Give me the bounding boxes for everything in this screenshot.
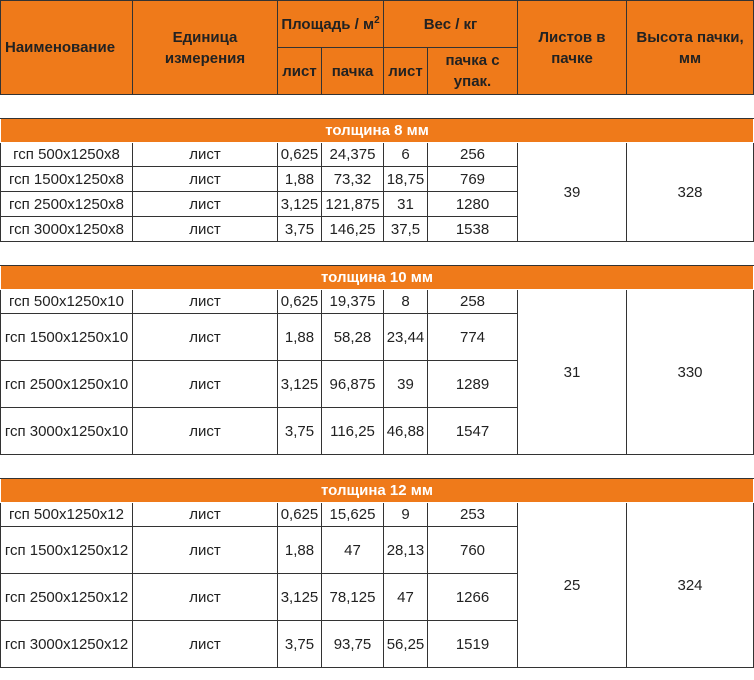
cell-unit: лист (133, 527, 278, 574)
cell-sheets-per-pack: 39 (518, 143, 627, 242)
cell-unit: лист (133, 574, 278, 621)
header-sheets-per-pack: Листов в пачке (518, 1, 627, 95)
cell-unit: лист (133, 503, 278, 527)
cell-weight-pack: 774 (428, 314, 518, 361)
header-name: Наименование (1, 1, 133, 95)
cell-area-sheet: 1,88 (278, 167, 322, 192)
cell-unit: лист (133, 408, 278, 455)
spacer-row (1, 95, 754, 119)
cell-name: гсп 2500x1250x12 (1, 574, 133, 621)
cell-area-pack: 146,25 (322, 217, 384, 242)
cell-name: гсп 2500x1250x10 (1, 361, 133, 408)
cell-area-sheet: 1,88 (278, 527, 322, 574)
cell-weight-pack: 1280 (428, 192, 518, 217)
cell-weight-pack: 253 (428, 503, 518, 527)
cell-weight-pack: 1538 (428, 217, 518, 242)
cell-area-pack: 24,375 (322, 143, 384, 167)
table-row (1, 503, 754, 527)
table-header (1, 1, 754, 95)
thickness-title: толщина 8 мм (1, 119, 754, 143)
cell-name: гсп 500x1250x8 (1, 143, 133, 167)
cell-area-sheet: 0,625 (278, 143, 322, 167)
header-weight-pack: пачка с упак. (428, 48, 518, 95)
cell-weight-pack: 1289 (428, 361, 518, 408)
cell-weight-sheet: 46,88 (384, 408, 428, 455)
header-weight-sheet: лист (384, 48, 428, 95)
cell-unit: лист (133, 361, 278, 408)
cell-sheets-per-pack: 31 (518, 290, 627, 455)
cell-area-pack: 116,25 (322, 408, 384, 455)
cell-area-sheet: 3,125 (278, 574, 322, 621)
table-body (1, 95, 754, 668)
cell-weight-pack: 1266 (428, 574, 518, 621)
header-pack-height: Высота пачки, мм (627, 1, 754, 95)
cell-unit: лист (133, 314, 278, 361)
cell-sheets-per-pack: 25 (518, 503, 627, 668)
table-row (1, 290, 754, 314)
header-unit: Единица измерения (133, 1, 278, 95)
spacer-cell (1, 242, 754, 266)
cell-weight-sheet: 8 (384, 290, 428, 314)
cell-area-pack: 96,875 (322, 361, 384, 408)
cell-area-pack: 73,32 (322, 167, 384, 192)
cell-area-sheet: 3,75 (278, 217, 322, 242)
cell-pack-height: 328 (627, 143, 754, 242)
cell-name: гсп 500x1250x12 (1, 503, 133, 527)
cell-name: гсп 1500x1250x10 (1, 314, 133, 361)
cell-weight-sheet: 28,13 (384, 527, 428, 574)
header-area-label: Площадь / м (281, 15, 375, 33)
cell-name: гсп 1500x1250x12 (1, 527, 133, 574)
cell-area-sheet: 1,88 (278, 314, 322, 361)
cell-unit: лист (133, 217, 278, 242)
cell-area-sheet: 0,625 (278, 503, 322, 527)
cell-unit: лист (133, 143, 278, 167)
thickness-title: толщина 12 мм (1, 479, 754, 503)
cell-weight-sheet: 18,75 (384, 167, 428, 192)
cell-area-sheet: 3,75 (278, 408, 322, 455)
cell-unit: лист (133, 290, 278, 314)
cell-area-pack: 15,625 (322, 503, 384, 527)
cell-pack-height: 330 (627, 290, 754, 455)
cell-weight-sheet: 56,25 (384, 621, 428, 668)
cell-weight-pack: 1547 (428, 408, 518, 455)
spacer-row (1, 455, 754, 479)
cell-weight-sheet: 37,5 (384, 217, 428, 242)
cell-area-pack: 121,875 (322, 192, 384, 217)
cell-name: гсп 3000x1250x8 (1, 217, 133, 242)
spacer-cell (1, 95, 754, 119)
cell-unit: лист (133, 167, 278, 192)
header-area-pack: пачка (322, 48, 384, 95)
header-area-sheet: лист (278, 48, 322, 95)
cell-weight-sheet: 9 (384, 503, 428, 527)
header-area (278, 1, 384, 48)
table-row (1, 143, 754, 167)
cell-area-pack: 19,375 (322, 290, 384, 314)
cell-weight-pack: 1519 (428, 621, 518, 668)
cell-unit: лист (133, 621, 278, 668)
thickness-title: толщина 10 мм (1, 266, 754, 290)
cell-weight-pack: 760 (428, 527, 518, 574)
thickness-row (1, 119, 754, 143)
cell-name: гсп 3000x1250x10 (1, 408, 133, 455)
cell-weight-sheet: 31 (384, 192, 428, 217)
cell-weight-sheet: 39 (384, 361, 428, 408)
cell-weight-sheet: 23,44 (384, 314, 428, 361)
spacer-cell (1, 455, 754, 479)
cell-area-sheet: 3,75 (278, 621, 322, 668)
cell-unit: лист (133, 192, 278, 217)
spacer-row (1, 242, 754, 266)
cell-area-sheet: 3,125 (278, 361, 322, 408)
cell-area-pack: 78,125 (322, 574, 384, 621)
cell-weight-pack: 258 (428, 290, 518, 314)
cell-name: гсп 500x1250x10 (1, 290, 133, 314)
cell-name: гсп 3000x1250x12 (1, 621, 133, 668)
cell-name: гсп 2500x1250x8 (1, 192, 133, 217)
cell-area-pack: 47 (322, 527, 384, 574)
thickness-row (1, 266, 754, 290)
cell-area-pack: 58,28 (322, 314, 384, 361)
cell-area-sheet: 0,625 (278, 290, 322, 314)
thickness-row (1, 479, 754, 503)
cell-weight-pack: 256 (428, 143, 518, 167)
cell-area-pack: 93,75 (322, 621, 384, 668)
cell-area-sheet: 3,125 (278, 192, 322, 217)
header-area-sup: 2 (374, 14, 380, 26)
cell-pack-height: 324 (627, 503, 754, 668)
cell-weight-sheet: 47 (384, 574, 428, 621)
cell-weight-pack: 769 (428, 167, 518, 192)
cell-weight-sheet: 6 (384, 143, 428, 167)
cell-name: гсп 1500x1250x8 (1, 167, 133, 192)
header-weight: Вес / кг (384, 1, 518, 48)
